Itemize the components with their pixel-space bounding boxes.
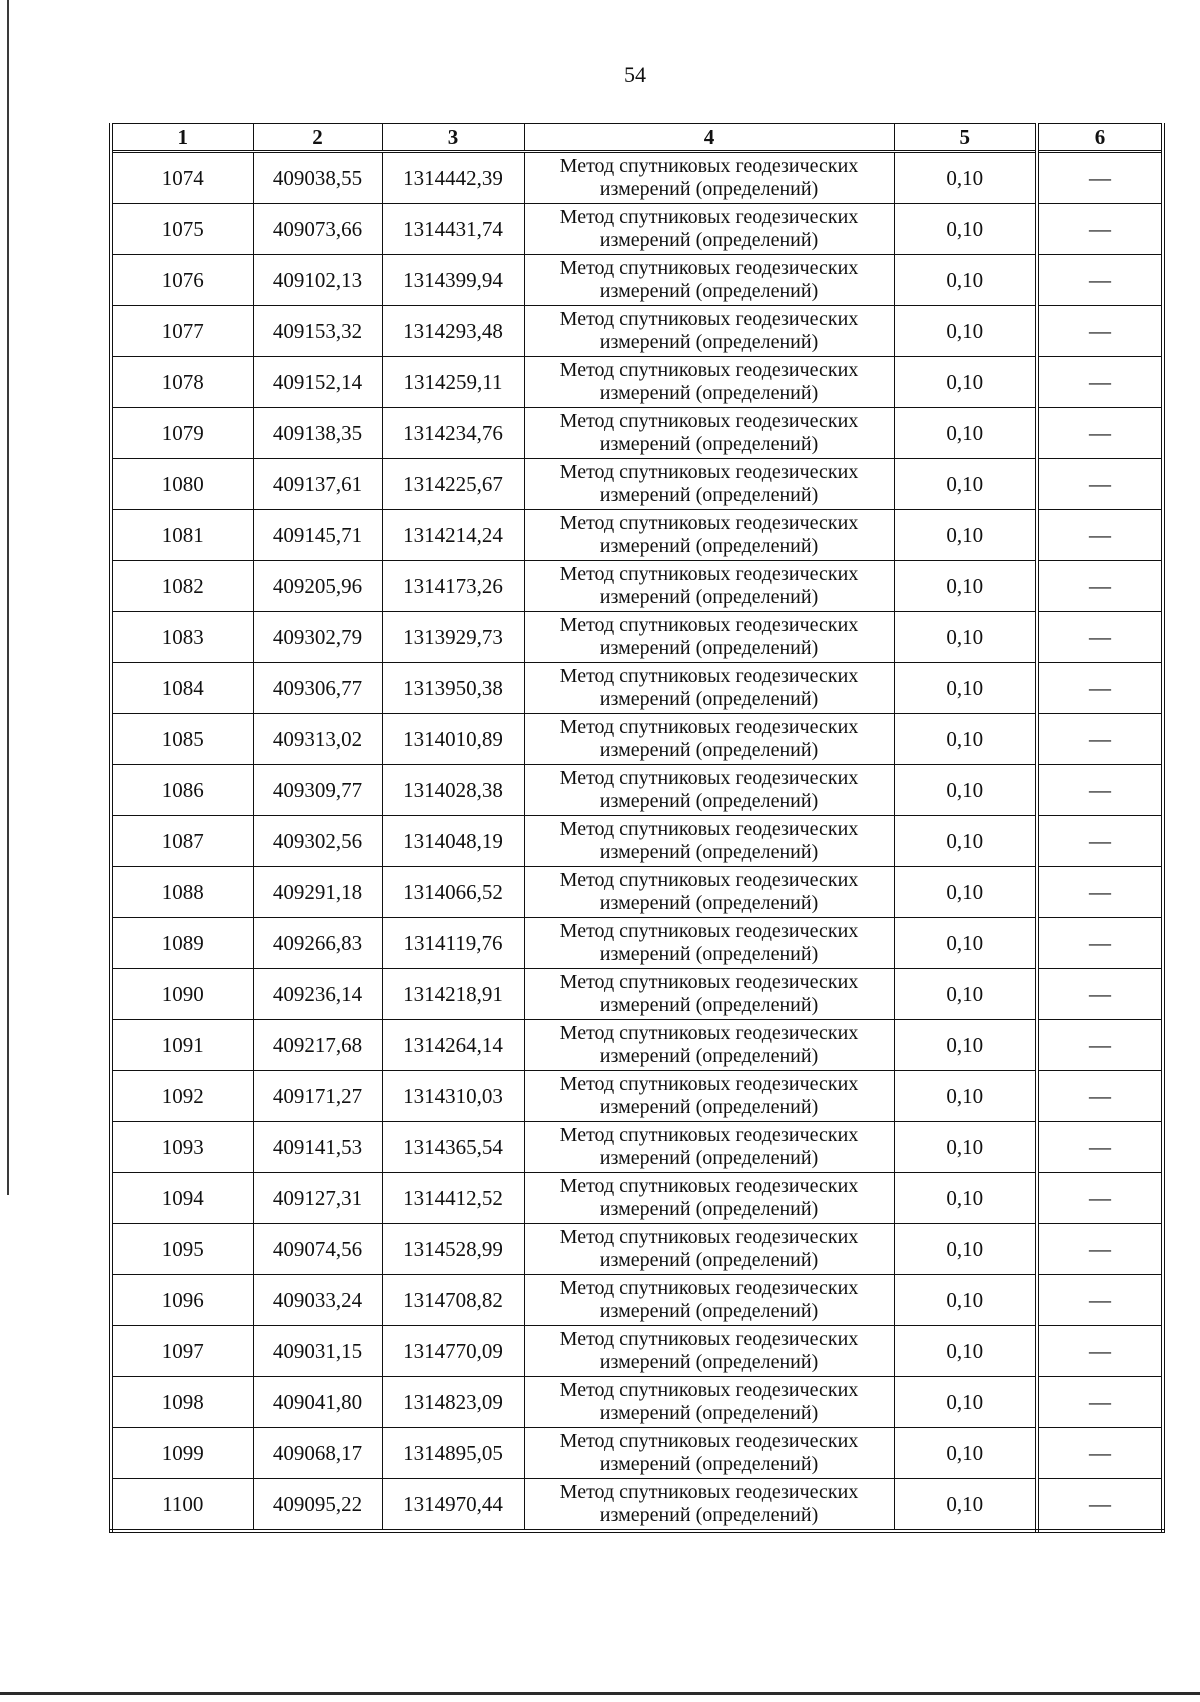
method-line-2: измерений (определений) bbox=[599, 1402, 819, 1424]
method-line-1: Метод спутниковых геодезических bbox=[559, 818, 859, 840]
accuracy-cell: 0,10 bbox=[894, 663, 1037, 714]
method-line-1: Метод спутниковых геодезических bbox=[559, 308, 859, 330]
method-line-1: Метод спутниковых геодезических bbox=[559, 767, 859, 789]
table-row bbox=[111, 1275, 1163, 1326]
method-cell bbox=[524, 663, 894, 714]
method-line-1: Метод спутниковых геодезических bbox=[559, 1481, 859, 1503]
point-number-cell: 1095 bbox=[111, 1224, 253, 1275]
accuracy-cell: 0,10 bbox=[894, 1122, 1037, 1173]
y-coordinate-cell: 1314310,03 bbox=[382, 1071, 524, 1122]
table-row bbox=[111, 561, 1163, 612]
y-coordinate-cell: 1313929,73 bbox=[382, 612, 524, 663]
header-col-2: 2 bbox=[253, 124, 382, 152]
x-coordinate-cell: 409306,77 bbox=[253, 663, 382, 714]
accuracy-cell: 0,10 bbox=[894, 1428, 1037, 1479]
table-row bbox=[111, 306, 1163, 357]
method-line-1: Метод спутниковых геодезических bbox=[559, 1430, 859, 1452]
point-number-cell: 1078 bbox=[111, 357, 253, 408]
method-cell bbox=[524, 459, 894, 510]
x-coordinate-cell: 409291,18 bbox=[253, 867, 382, 918]
y-coordinate-cell: 1314225,67 bbox=[382, 459, 524, 510]
x-coordinate-cell: 409145,71 bbox=[253, 510, 382, 561]
method-cell bbox=[524, 255, 894, 306]
accuracy-cell: 0,10 bbox=[894, 408, 1037, 459]
description-cell: — bbox=[1037, 255, 1163, 306]
method-line-2: измерений (определений) bbox=[599, 1147, 819, 1169]
y-coordinate-cell: 1314365,54 bbox=[382, 1122, 524, 1173]
method-cell bbox=[524, 714, 894, 765]
accuracy-cell: 0,10 bbox=[894, 561, 1037, 612]
method-cell bbox=[524, 152, 894, 204]
method-cell bbox=[524, 204, 894, 255]
method-line-2: измерений (определений) bbox=[599, 1453, 819, 1475]
method-cell bbox=[524, 1377, 894, 1428]
x-coordinate-cell: 409266,83 bbox=[253, 918, 382, 969]
method-line-1: Метод спутниковых геодезических bbox=[559, 1226, 859, 1248]
accuracy-cell: 0,10 bbox=[894, 357, 1037, 408]
description-cell: — bbox=[1037, 204, 1163, 255]
x-coordinate-cell: 409302,79 bbox=[253, 612, 382, 663]
accuracy-cell: 0,10 bbox=[894, 1377, 1037, 1428]
accuracy-cell: 0,10 bbox=[894, 918, 1037, 969]
method-line-2: измерений (определений) bbox=[599, 892, 819, 914]
accuracy-cell: 0,10 bbox=[894, 1173, 1037, 1224]
page-number: 54 bbox=[624, 62, 646, 87]
x-coordinate-cell: 409074,56 bbox=[253, 1224, 382, 1275]
method-cell bbox=[524, 561, 894, 612]
method-line-1: Метод спутниковых геодезических bbox=[559, 1277, 859, 1299]
x-coordinate-cell: 409095,22 bbox=[253, 1479, 382, 1532]
method-cell bbox=[524, 1020, 894, 1071]
y-coordinate-cell: 1314770,09 bbox=[382, 1326, 524, 1377]
method-line-2: измерений (определений) bbox=[599, 382, 819, 404]
description-cell: — bbox=[1037, 1122, 1163, 1173]
method-cell bbox=[524, 1428, 894, 1479]
method-line-1: Метод спутниковых геодезических bbox=[559, 206, 859, 228]
description-cell: — bbox=[1037, 510, 1163, 561]
coordinates-table bbox=[109, 123, 1165, 1533]
point-number-cell: 1100 bbox=[111, 1479, 253, 1532]
y-coordinate-cell: 1314708,82 bbox=[382, 1275, 524, 1326]
x-coordinate-cell: 409138,35 bbox=[253, 408, 382, 459]
method-cell bbox=[524, 969, 894, 1020]
x-coordinate-cell: 409127,31 bbox=[253, 1173, 382, 1224]
method-cell bbox=[524, 1479, 894, 1532]
method-cell bbox=[524, 1224, 894, 1275]
accuracy-cell: 0,10 bbox=[894, 1275, 1037, 1326]
x-coordinate-cell: 409205,96 bbox=[253, 561, 382, 612]
table-row bbox=[111, 1122, 1163, 1173]
x-coordinate-cell: 409171,27 bbox=[253, 1071, 382, 1122]
point-number-cell: 1074 bbox=[111, 152, 253, 204]
table-row bbox=[111, 1224, 1163, 1275]
method-cell bbox=[524, 1071, 894, 1122]
method-line-2: измерений (определений) bbox=[599, 994, 819, 1016]
y-coordinate-cell: 1314399,94 bbox=[382, 255, 524, 306]
method-cell bbox=[524, 765, 894, 816]
point-number-cell: 1076 bbox=[111, 255, 253, 306]
table-row bbox=[111, 1428, 1163, 1479]
method-cell bbox=[524, 816, 894, 867]
header-col-3: 3 bbox=[382, 124, 524, 152]
method-line-1: Метод спутниковых геодезических bbox=[559, 869, 859, 891]
y-coordinate-cell: 1314066,52 bbox=[382, 867, 524, 918]
point-number-cell: 1092 bbox=[111, 1071, 253, 1122]
accuracy-cell: 0,10 bbox=[894, 714, 1037, 765]
point-number-cell: 1089 bbox=[111, 918, 253, 969]
method-line-2: измерений (определений) bbox=[599, 943, 819, 965]
point-number-cell: 1079 bbox=[111, 408, 253, 459]
method-line-1: Метод спутниковых геодезических bbox=[559, 971, 859, 993]
accuracy-cell: 0,10 bbox=[894, 459, 1037, 510]
method-cell bbox=[524, 1326, 894, 1377]
method-line-2: измерений (определений) bbox=[599, 1249, 819, 1271]
description-cell: — bbox=[1037, 1428, 1163, 1479]
description-cell: — bbox=[1037, 459, 1163, 510]
y-coordinate-cell: 1314028,38 bbox=[382, 765, 524, 816]
description-cell: — bbox=[1037, 152, 1163, 204]
method-cell bbox=[524, 1122, 894, 1173]
point-number-cell: 1090 bbox=[111, 969, 253, 1020]
point-number-cell: 1082 bbox=[111, 561, 253, 612]
method-line-2: измерений (определений) bbox=[599, 280, 819, 302]
point-number-cell: 1098 bbox=[111, 1377, 253, 1428]
y-coordinate-cell: 1314234,76 bbox=[382, 408, 524, 459]
table-row bbox=[111, 204, 1163, 255]
accuracy-cell: 0,10 bbox=[894, 152, 1037, 204]
header-col-1: 1 bbox=[111, 124, 253, 152]
accuracy-cell: 0,10 bbox=[894, 867, 1037, 918]
point-number-cell: 1091 bbox=[111, 1020, 253, 1071]
method-line-2: измерений (определений) bbox=[599, 484, 819, 506]
x-coordinate-cell: 409152,14 bbox=[253, 357, 382, 408]
method-cell bbox=[524, 306, 894, 357]
y-coordinate-cell: 1314431,74 bbox=[382, 204, 524, 255]
x-coordinate-cell: 409217,68 bbox=[253, 1020, 382, 1071]
accuracy-cell: 0,10 bbox=[894, 969, 1037, 1020]
description-cell: — bbox=[1037, 408, 1163, 459]
table-row bbox=[111, 357, 1163, 408]
header-col-5: 5 bbox=[894, 124, 1037, 152]
x-coordinate-cell: 409033,24 bbox=[253, 1275, 382, 1326]
x-coordinate-cell: 409236,14 bbox=[253, 969, 382, 1020]
method-line-2: измерений (определений) bbox=[599, 1045, 819, 1067]
method-line-2: измерений (определений) bbox=[599, 178, 819, 200]
method-line-1: Метод спутниковых геодезических bbox=[559, 614, 859, 636]
method-line-1: Метод спутниковых геодезических bbox=[559, 1022, 859, 1044]
y-coordinate-cell: 1314259,11 bbox=[382, 357, 524, 408]
accuracy-cell: 0,10 bbox=[894, 1071, 1037, 1122]
description-cell: — bbox=[1037, 306, 1163, 357]
y-coordinate-cell: 1313950,38 bbox=[382, 663, 524, 714]
accuracy-cell: 0,10 bbox=[894, 1479, 1037, 1532]
table-row bbox=[111, 765, 1163, 816]
y-coordinate-cell: 1314010,89 bbox=[382, 714, 524, 765]
x-coordinate-cell: 409041,80 bbox=[253, 1377, 382, 1428]
x-coordinate-cell: 409102,13 bbox=[253, 255, 382, 306]
method-line-1: Метод спутниковых геодезических bbox=[559, 563, 859, 585]
accuracy-cell: 0,10 bbox=[894, 204, 1037, 255]
accuracy-cell: 0,10 bbox=[894, 510, 1037, 561]
table-row bbox=[111, 1377, 1163, 1428]
y-coordinate-cell: 1314528,99 bbox=[382, 1224, 524, 1275]
method-line-1: Метод спутниковых геодезических bbox=[559, 1328, 859, 1350]
point-number-cell: 1097 bbox=[111, 1326, 253, 1377]
y-coordinate-cell: 1314293,48 bbox=[382, 306, 524, 357]
table-row bbox=[111, 663, 1163, 714]
method-cell bbox=[524, 510, 894, 561]
description-cell: — bbox=[1037, 1326, 1163, 1377]
accuracy-cell: 0,10 bbox=[894, 306, 1037, 357]
x-coordinate-cell: 409068,17 bbox=[253, 1428, 382, 1479]
method-line-1: Метод спутниковых геодезических bbox=[559, 410, 859, 432]
method-line-2: измерений (определений) bbox=[599, 1351, 819, 1373]
table-row bbox=[111, 969, 1163, 1020]
description-cell: — bbox=[1037, 918, 1163, 969]
method-line-2: измерений (определений) bbox=[599, 790, 819, 812]
method-line-2: измерений (определений) bbox=[599, 688, 819, 710]
table-row bbox=[111, 408, 1163, 459]
y-coordinate-cell: 1314895,05 bbox=[382, 1428, 524, 1479]
accuracy-cell: 0,10 bbox=[894, 612, 1037, 663]
header-col-4: 4 bbox=[524, 124, 894, 152]
method-line-2: измерений (определений) bbox=[599, 841, 819, 863]
x-coordinate-cell: 409153,32 bbox=[253, 306, 382, 357]
method-line-2: измерений (определений) bbox=[599, 535, 819, 557]
method-cell bbox=[524, 918, 894, 969]
x-coordinate-cell: 409313,02 bbox=[253, 714, 382, 765]
y-coordinate-cell: 1314412,52 bbox=[382, 1173, 524, 1224]
y-coordinate-cell: 1314218,91 bbox=[382, 969, 524, 1020]
point-number-cell: 1088 bbox=[111, 867, 253, 918]
point-number-cell: 1080 bbox=[111, 459, 253, 510]
point-number-cell: 1086 bbox=[111, 765, 253, 816]
accuracy-cell: 0,10 bbox=[894, 1224, 1037, 1275]
table-row bbox=[111, 714, 1163, 765]
point-number-cell: 1075 bbox=[111, 204, 253, 255]
description-cell: — bbox=[1037, 1020, 1163, 1071]
table-row bbox=[111, 1479, 1163, 1532]
point-number-cell: 1087 bbox=[111, 816, 253, 867]
y-coordinate-cell: 1314823,09 bbox=[382, 1377, 524, 1428]
method-line-2: измерений (определений) bbox=[599, 637, 819, 659]
method-line-2: измерений (определений) bbox=[599, 1096, 819, 1118]
x-coordinate-cell: 409302,56 bbox=[253, 816, 382, 867]
coordinates-table-container bbox=[109, 123, 1161, 1533]
description-cell: — bbox=[1037, 357, 1163, 408]
description-cell: — bbox=[1037, 1173, 1163, 1224]
table-body bbox=[111, 152, 1163, 1532]
description-cell: — bbox=[1037, 1224, 1163, 1275]
method-cell bbox=[524, 867, 894, 918]
accuracy-cell: 0,10 bbox=[894, 816, 1037, 867]
method-line-2: измерений (определений) bbox=[599, 1300, 819, 1322]
point-number-cell: 1094 bbox=[111, 1173, 253, 1224]
table-row bbox=[111, 612, 1163, 663]
method-line-2: измерений (определений) bbox=[599, 739, 819, 761]
method-cell bbox=[524, 1275, 894, 1326]
method-cell bbox=[524, 408, 894, 459]
header-col-6: 6 bbox=[1037, 124, 1163, 152]
x-coordinate-cell: 409038,55 bbox=[253, 152, 382, 204]
x-coordinate-cell: 409073,66 bbox=[253, 204, 382, 255]
table-row bbox=[111, 867, 1163, 918]
point-number-cell: 1083 bbox=[111, 612, 253, 663]
point-number-cell: 1093 bbox=[111, 1122, 253, 1173]
table-row bbox=[111, 1326, 1163, 1377]
method-line-1: Метод спутниковых геодезических bbox=[559, 359, 859, 381]
method-line-2: измерений (определений) bbox=[599, 229, 819, 251]
x-coordinate-cell: 409031,15 bbox=[253, 1326, 382, 1377]
method-line-1: Метод спутниковых геодезических bbox=[559, 1124, 859, 1146]
description-cell: — bbox=[1037, 816, 1163, 867]
description-cell: — bbox=[1037, 612, 1163, 663]
table-row bbox=[111, 1071, 1163, 1122]
description-cell: — bbox=[1037, 714, 1163, 765]
x-coordinate-cell: 409137,61 bbox=[253, 459, 382, 510]
method-line-1: Метод спутниковых геодезических bbox=[559, 1175, 859, 1197]
method-line-1: Метод спутниковых геодезических bbox=[559, 155, 859, 177]
table-row bbox=[111, 918, 1163, 969]
description-cell: — bbox=[1037, 765, 1163, 816]
method-line-2: измерений (определений) bbox=[599, 1198, 819, 1220]
table-row bbox=[111, 255, 1163, 306]
x-coordinate-cell: 409141,53 bbox=[253, 1122, 382, 1173]
accuracy-cell: 0,10 bbox=[894, 1020, 1037, 1071]
accuracy-cell: 0,10 bbox=[894, 255, 1037, 306]
y-coordinate-cell: 1314970,44 bbox=[382, 1479, 524, 1532]
point-number-cell: 1099 bbox=[111, 1428, 253, 1479]
y-coordinate-cell: 1314442,39 bbox=[382, 152, 524, 204]
table-row bbox=[111, 152, 1163, 204]
description-cell: — bbox=[1037, 867, 1163, 918]
point-number-cell: 1081 bbox=[111, 510, 253, 561]
table-row bbox=[111, 459, 1163, 510]
scan-edge-bottom bbox=[0, 1692, 1200, 1695]
table-row bbox=[111, 816, 1163, 867]
method-line-1: Метод спутниковых геодезических bbox=[559, 920, 859, 942]
table-row bbox=[111, 1020, 1163, 1071]
description-cell: — bbox=[1037, 1071, 1163, 1122]
method-line-1: Метод спутниковых геодезических bbox=[559, 1073, 859, 1095]
y-coordinate-cell: 1314214,24 bbox=[382, 510, 524, 561]
method-cell bbox=[524, 1173, 894, 1224]
method-cell bbox=[524, 612, 894, 663]
y-coordinate-cell: 1314173,26 bbox=[382, 561, 524, 612]
description-cell: — bbox=[1037, 969, 1163, 1020]
accuracy-cell: 0,10 bbox=[894, 1326, 1037, 1377]
point-number-cell: 1096 bbox=[111, 1275, 253, 1326]
point-number-cell: 1077 bbox=[111, 306, 253, 357]
description-cell: — bbox=[1037, 1479, 1163, 1532]
method-line-2: измерений (определений) bbox=[599, 433, 819, 455]
description-cell: — bbox=[1037, 561, 1163, 612]
method-line-2: измерений (определений) bbox=[599, 1504, 819, 1526]
table-row bbox=[111, 1173, 1163, 1224]
point-number-cell: 1084 bbox=[111, 663, 253, 714]
y-coordinate-cell: 1314119,76 bbox=[382, 918, 524, 969]
table-row bbox=[111, 510, 1163, 561]
point-number-cell: 1085 bbox=[111, 714, 253, 765]
method-line-2: измерений (определений) bbox=[599, 331, 819, 353]
method-line-1: Метод спутниковых геодезических bbox=[559, 716, 859, 738]
method-line-1: Метод спутниковых геодезических bbox=[559, 461, 859, 483]
scan-edge-left bbox=[7, 0, 9, 1195]
y-coordinate-cell: 1314048,19 bbox=[382, 816, 524, 867]
y-coordinate-cell: 1314264,14 bbox=[382, 1020, 524, 1071]
table-header-row bbox=[111, 124, 1163, 152]
method-line-1: Метод спутниковых геодезических bbox=[559, 512, 859, 534]
x-coordinate-cell: 409309,77 bbox=[253, 765, 382, 816]
method-line-1: Метод спутниковых геодезических bbox=[559, 257, 859, 279]
method-line-1: Метод спутниковых геодезических bbox=[559, 1379, 859, 1401]
method-line-1: Метод спутниковых геодезических bbox=[559, 665, 859, 687]
method-line-2: измерений (определений) bbox=[599, 586, 819, 608]
description-cell: — bbox=[1037, 663, 1163, 714]
accuracy-cell: 0,10 bbox=[894, 765, 1037, 816]
method-cell bbox=[524, 357, 894, 408]
description-cell: — bbox=[1037, 1377, 1163, 1428]
description-cell: — bbox=[1037, 1275, 1163, 1326]
